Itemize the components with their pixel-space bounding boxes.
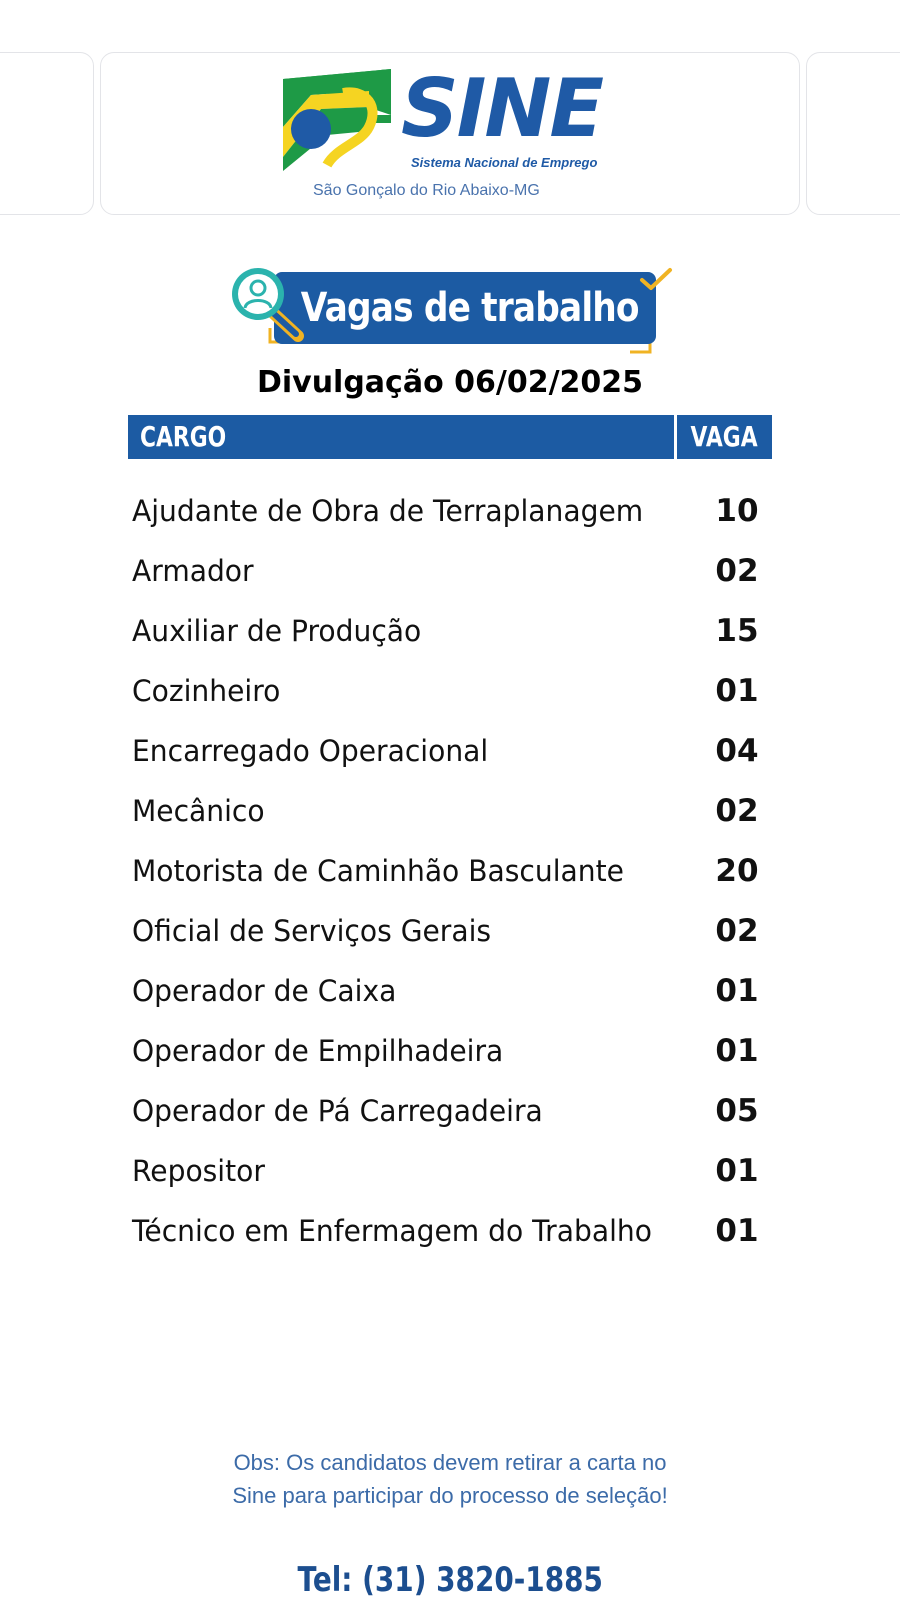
badge-bar [274,272,656,344]
job-title: Mecânico [132,794,265,828]
side-card-left [0,52,94,215]
header-vaga-label: VAGA [690,420,759,453]
job-openings: 01 [715,1033,759,1069]
job-row [132,1146,772,1206]
phone-number [0,1560,900,1600]
job-row [132,726,772,786]
header-vaga [677,415,772,459]
header-cargo [128,415,674,459]
header-cargo-label: CARGO [140,420,227,453]
job-title: Oficial de Serviços Gerais [132,914,492,948]
job-title: Armador [132,554,254,588]
job-openings: 02 [715,913,759,949]
job-openings: 20 [715,853,759,889]
job-row [132,1206,772,1266]
job-row [132,906,772,966]
job-title: Repositor [132,1154,265,1188]
job-row [132,1086,772,1146]
observation-line-2: Sine para participar do processo de seleção! [232,1483,668,1508]
job-openings: 02 [715,553,759,589]
job-openings: 02 [715,793,759,829]
job-row [132,606,772,666]
job-list [132,486,772,1266]
job-row [132,786,772,846]
job-openings: 15 [715,613,759,649]
job-openings: 05 [715,1093,759,1129]
job-row [132,666,772,726]
job-title: Operador de Empilhadeira [132,1034,504,1068]
job-row [132,486,772,546]
job-title: Encarregado Operacional [132,734,489,768]
vagas-badge [228,266,674,362]
brazil-flag-s-icon [281,67,397,171]
job-title: Auxiliar de Produção [132,614,422,648]
job-title: Cozinheiro [132,674,281,708]
logo-city: São Gonçalo do Rio Abaixo-MG [313,182,540,199]
publication-date: Divulgação 06/02/2025 [256,365,644,400]
phone-number-text: Tel: (31) 3820-1885 [297,1560,603,1600]
job-title: Operador de Pá Carregadeira [132,1094,543,1128]
job-openings: 10 [715,493,759,529]
logo-card [100,52,800,215]
badge-title: Vagas de trabalho [300,285,639,331]
job-title: Operador de Caixa [132,974,397,1008]
observation-note [0,1446,900,1512]
job-row [132,966,772,1026]
sine-logo [281,62,641,207]
job-title: Ajudante de Obra de Terraplanagem [132,494,644,528]
job-title: Motorista de Caminhão Basculante [132,854,624,888]
side-card-right [806,52,900,215]
job-openings: 01 [715,973,759,1009]
observation-line-1: Obs: Os candidatos devem retirar a carta no [233,1450,667,1475]
magnifier-person-icon [228,266,318,356]
job-openings: 01 [715,1153,759,1189]
job-row [132,1026,772,1086]
job-openings: 01 [715,673,759,709]
job-row [132,546,772,606]
checkmark-icon [638,266,674,294]
logo-wordmark: SINE [401,62,602,155]
logo-subtitle: Sistema Nacional de Emprego [411,155,598,170]
job-title: Técnico em Enfermagem do Trabalho [132,1214,652,1248]
job-row [132,846,772,906]
job-openings: 04 [715,733,759,769]
job-openings: 01 [715,1213,759,1249]
